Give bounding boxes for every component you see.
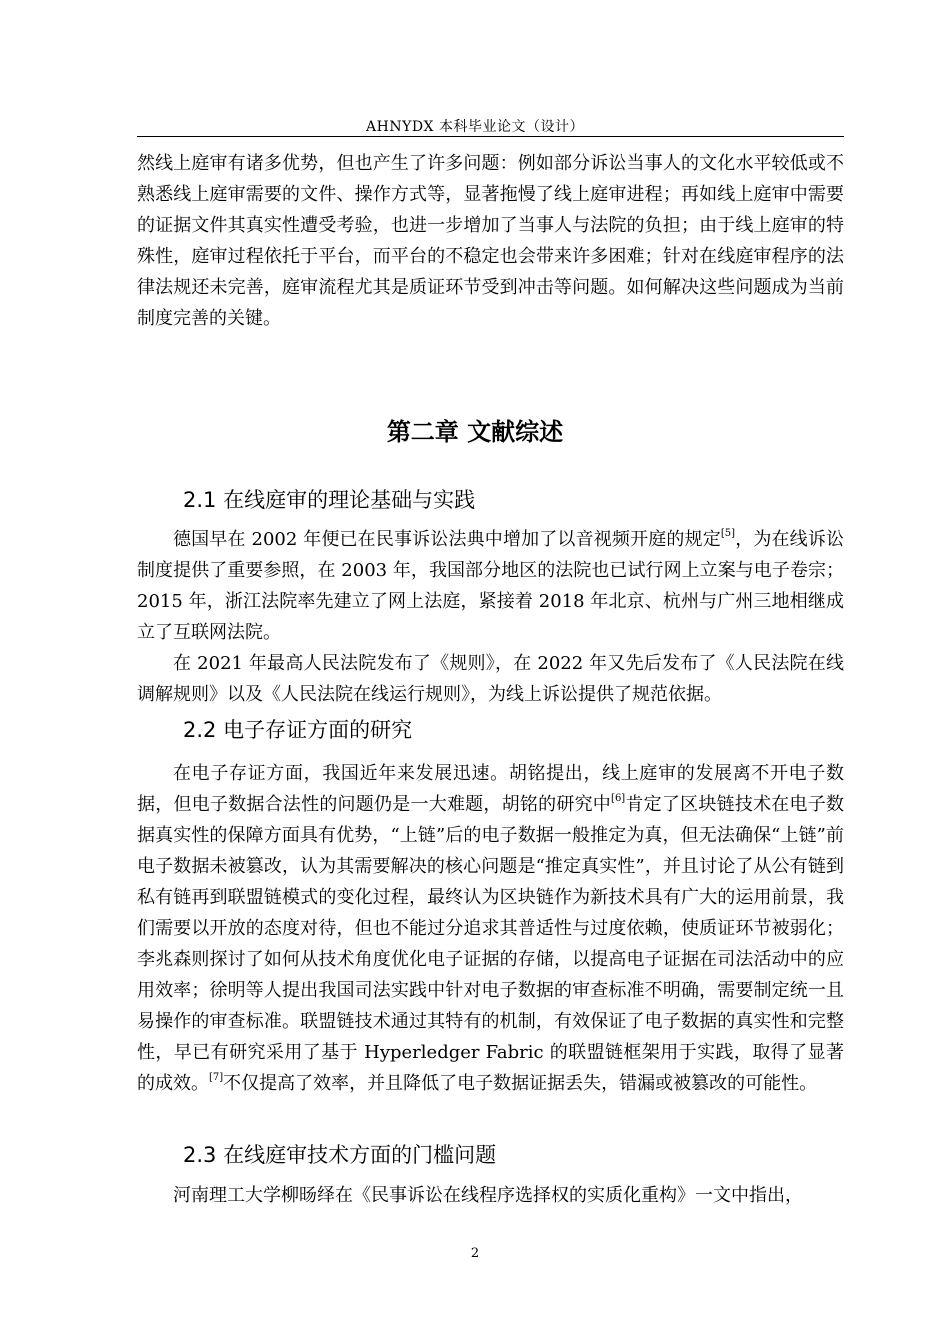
running-head: AHNYDX 本科毕业论文（设计） [366,119,584,135]
section-2-1-paragraph-1 [137,524,844,648]
intro-block [137,148,844,334]
intro-paragraph: 然线上庭审有诸多优势，但也产生了许多问题：例如部分诉讼当事人的文化水平较低或不熟悉线上庭审需要的文件、操作方式等，显著拖慢了线上庭审进程；再如线上庭审中需要的证据文件其真实性遭受考验，也进一步增加了当事人与法院的负担；由于线上庭审的特殊性，庭审过程依托于平台，而平台的不稳定也会带来许多困难；针对在线庭审程序的法律法规还未完善，庭审流程尤其是质证环节受到冲击等问题。如何解决这些问题成为当前制度完善的关键。 [137,153,844,329]
section-2-1-title: 2.1 在线庭审的理论基础与实践 [183,488,476,512]
text-run: 肯定了区块链技术在电子数据真实性的保障方面具有优势，“上链”后的电子数据一般推定为真，但无法确保“上链”前电子数据未被篡改，认为其需要解决的核心问题是“推定真实性”，并且讨论了从公有链到私有链再到联盟链模式的变化过程，最终认为区块链作为新技术具有广大的运用前景，我们需要以开放的态度对待，但也不能过分追求其普适性与过度依赖，使质证环节被弱化；李兆森则探讨了如何从技术角度优化电子证据的存储，以提高电子证据在司法活动中的应用效率；徐明等人提出我国司法实践中针对电子数据的审查标准不明确，需要制定统一且易操作的审查标准。联盟链技术通过其特有的机制，有效保证了电子数据的真实性和完整性，早已有研究采用了基于 Hyperledger Fabric 的联盟链框架用于实践，取得了显著的成效。 [137,794,845,1094]
section-2-2-paragraph-1 [137,758,844,1099]
section-2-1-body [137,524,844,710]
section-2-1-paragraph-2: 在 2021 年最高人民法院发布了《规则》，在 2022 年又先后发布了《人民法院在线调解规则》以及《人民法院在线运行规则》，为线上诉讼提供了规范依据。 [137,653,844,705]
citation-7: [7] [209,1072,224,1083]
section-2-3-title: 2.3 在线庭审技术方面的门槛问题 [183,1143,497,1167]
text-run: 在电子存证方面，我国近年来发展迅速。胡铭提出，线上庭审的发展离不开电子数据，但电子数据合法性的问题仍是一大难题，胡铭的研究中 [137,763,844,815]
section-2-2-title: 2.2 电子存证方面的研究 [183,718,413,742]
citation-6: [6] [611,793,626,804]
section-2-3-paragraph-1: 河南理工大学柳旸绎在《民事诉讼在线程序选择权的实质化重构》一文中指出， [173,1185,803,1206]
header-rule [137,136,844,137]
text-run: ，为在线诉讼制度提供了重要参照，在 2003 年，我国部分地区的法院也已试行网上立案与电子卷宗；2015 年，浙江法院率先建立了网上法庭，紧接着 2018 年北京、杭州与广州三地相继成立了互联网法院。 [137,529,845,643]
chapter-title: 第二章 文献综述 [386,418,564,446]
section-2-3-body [137,1180,844,1211]
citation-5: [5] [720,528,736,539]
text-run: 德国早在 2002 年便已在民事诉讼法典中增加了以音视频开庭的规定 [173,529,721,550]
section-2-2-body [137,758,844,1099]
page-number: 2 [470,1246,480,1261]
text-run: 不仅提高了效率，并且降低了电子数据证据丢失，错漏或被篡改的可能性。 [223,1073,818,1094]
